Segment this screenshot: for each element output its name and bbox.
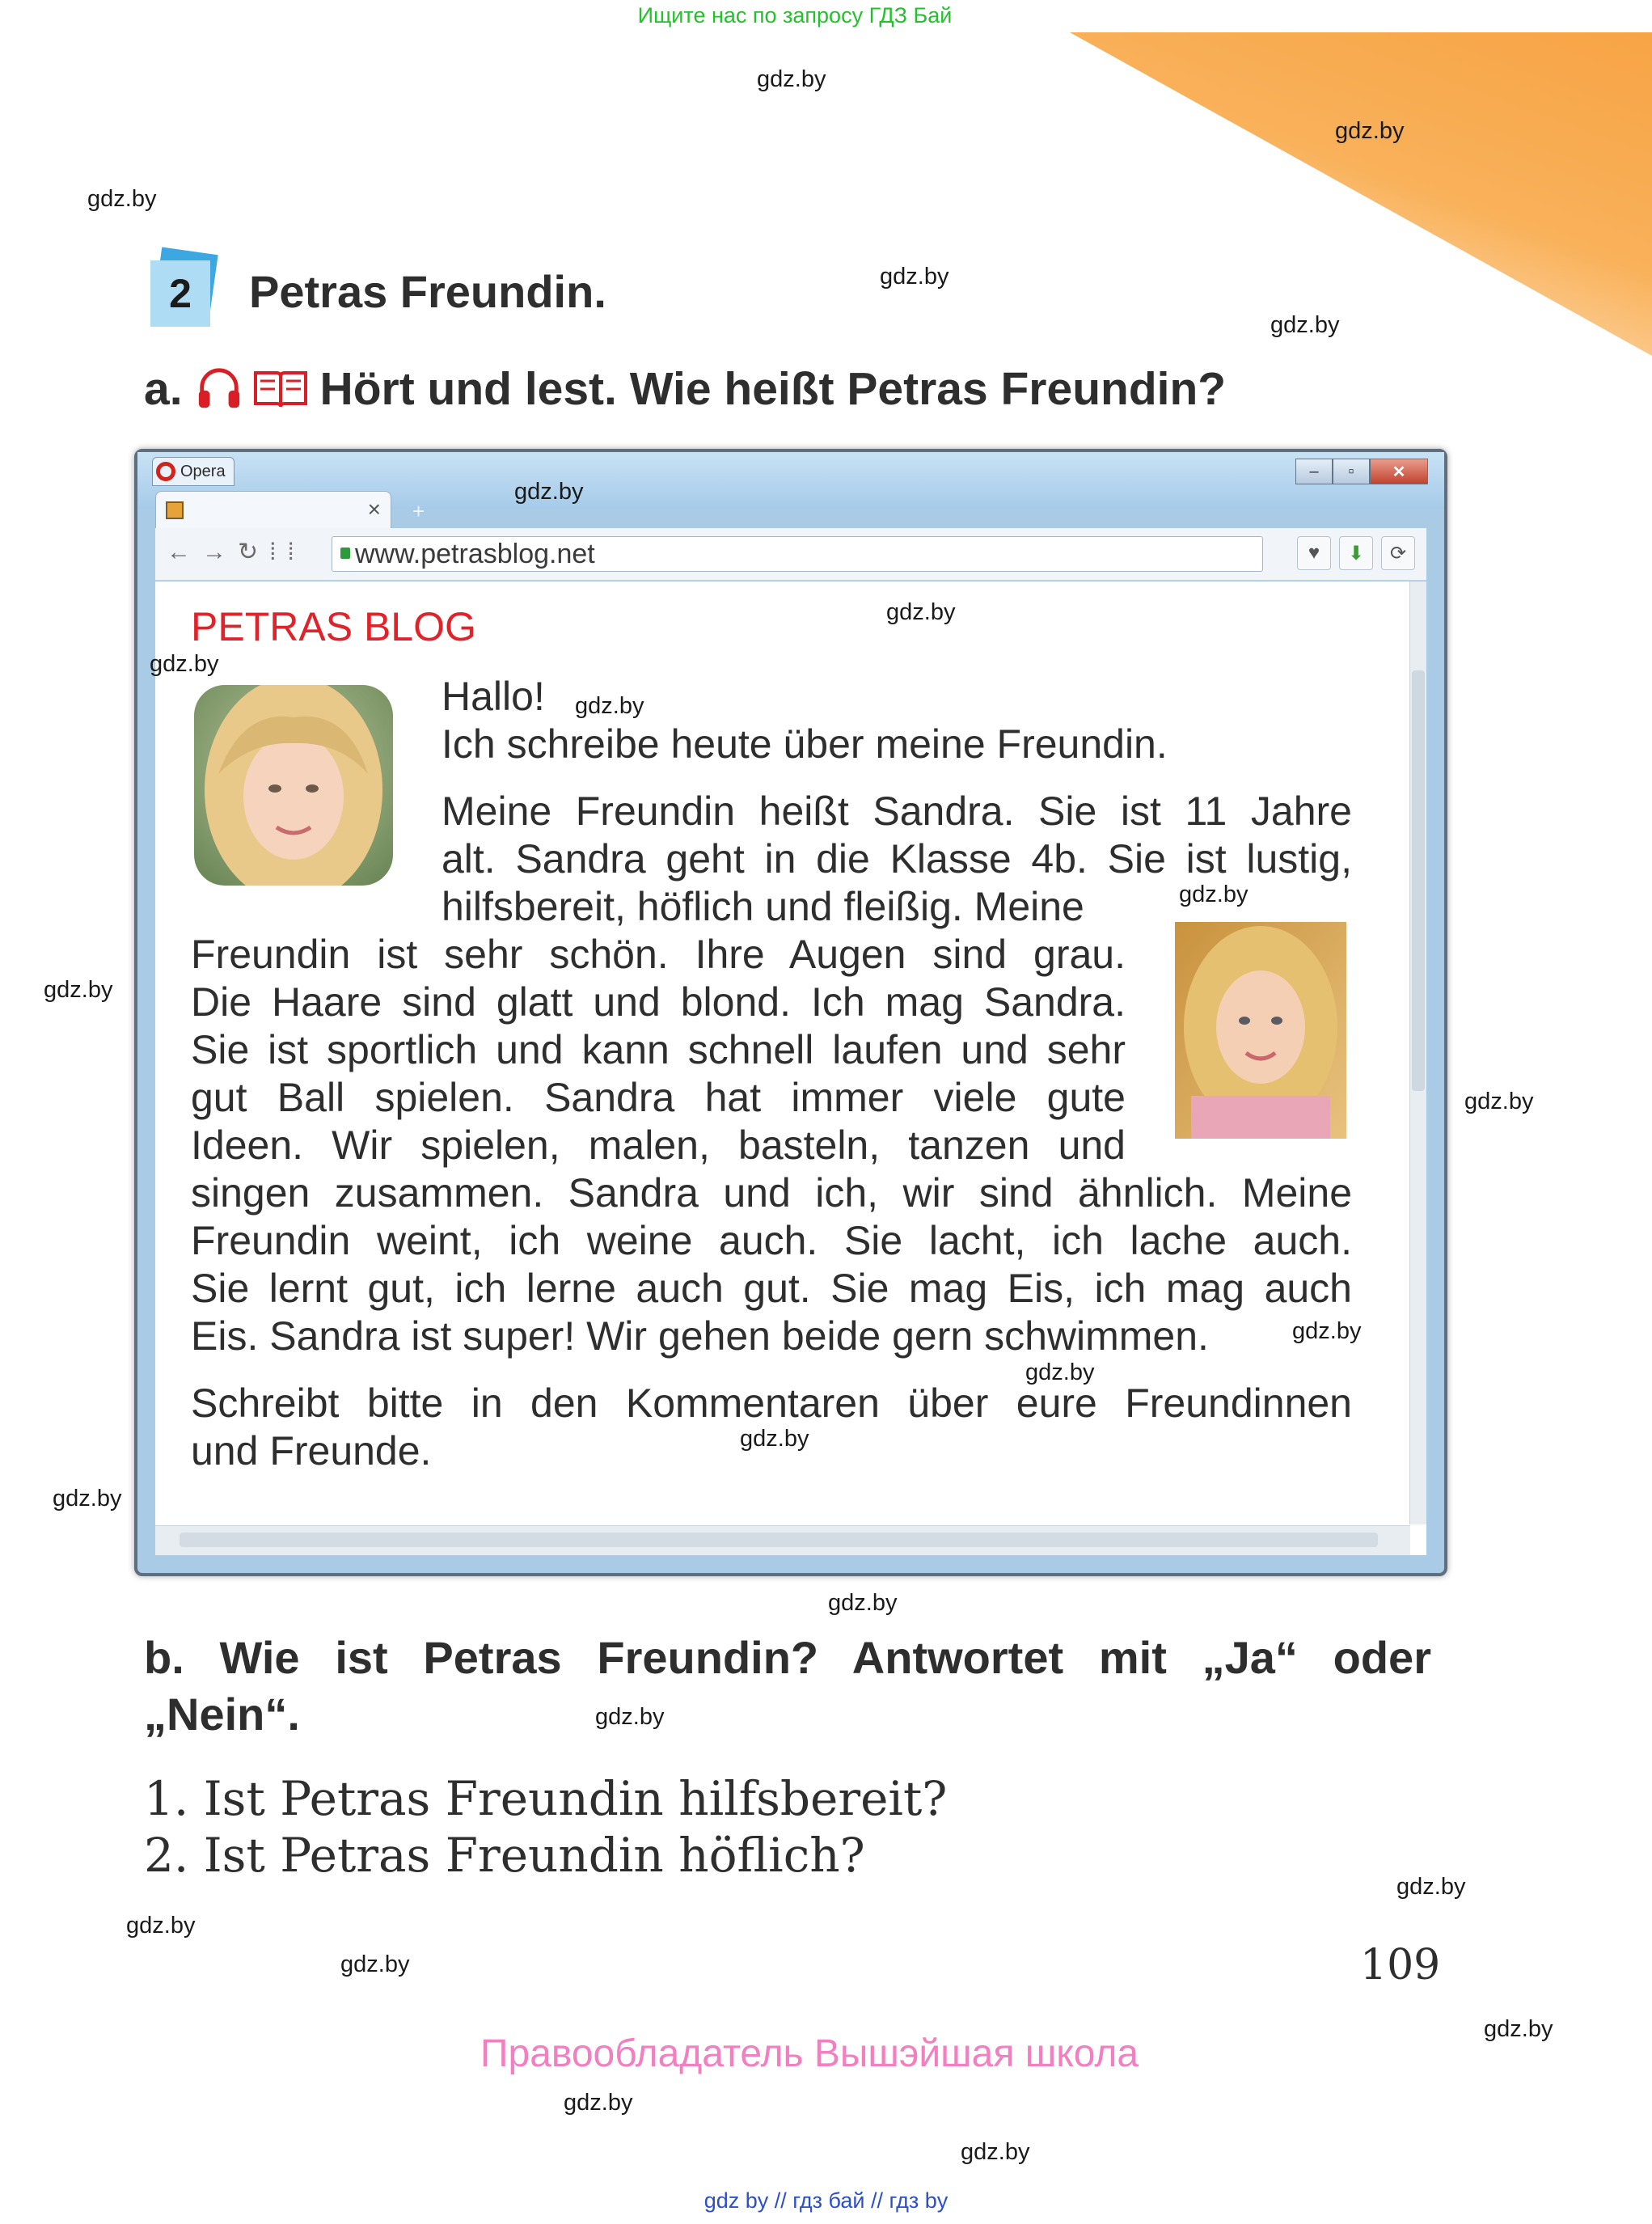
blog-line: Sie lernt gut, ich lerne auch gut. Sie mag Eis, ich mag auch <box>191 1266 1352 1311</box>
orange-corner-decoration <box>1070 32 1652 356</box>
back-icon[interactable]: ← <box>167 539 202 565</box>
blog-title: PETRAS BLOG <box>191 604 476 649</box>
watermark: gdz.by <box>150 651 219 677</box>
task-a-text: Hört und lest. Wie heißt Petras Freundin? <box>319 363 1227 415</box>
window-controls <box>1295 459 1428 484</box>
nav-buttons <box>167 538 306 566</box>
watermark: gdz.by <box>1484 2016 1553 2042</box>
question-item: 2. Ist Petras Freundin höflich? <box>144 1828 865 1883</box>
maximize-icon[interactable]: ▫ <box>1333 459 1370 484</box>
task-a <box>144 362 1226 416</box>
watermark: gdz.by <box>575 693 644 719</box>
watermark: gdz.by <box>828 1590 898 1616</box>
watermark: gdz.by <box>1335 118 1405 144</box>
watermark: gdz.by <box>757 66 826 92</box>
blog-line: Meine Freundin heißt Sandra. Sie ist 11 Jahre <box>442 789 1352 834</box>
address-bar[interactable] <box>332 536 1263 572</box>
watermark: gdz.by <box>87 186 157 212</box>
blog-line: singen zusammen. Sandra und ich, wir sind ähnlich. Meine <box>191 1170 1352 1216</box>
copyright-notice: Правообладатель Вышэйшая школа <box>480 2032 1139 2075</box>
browser-toolbar <box>155 528 1426 581</box>
watermark: gdz.by <box>1179 882 1249 907</box>
opera-logo-icon <box>156 462 175 481</box>
speed-dial-icon[interactable]: ⁞⁞ <box>269 539 306 565</box>
watermark: gdz.by <box>1464 1089 1534 1114</box>
watermark: gdz.by <box>564 2090 633 2116</box>
question-item: 1. Ist Petras Freundin hilfsbereit? <box>144 1771 948 1826</box>
horizontal-scrollbar[interactable] <box>155 1525 1410 1555</box>
blog-line: Ich schreibe heute über meine Freundin. <box>442 721 1168 767</box>
watermark: gdz.by <box>514 479 584 505</box>
exercise-number: 2 <box>150 260 210 327</box>
portrait-photo <box>194 685 393 886</box>
watermark: gdz.by <box>740 1426 809 1452</box>
blog-line: Eis. Sandra ist super! Wir gehen beide gern schwimmen. <box>191 1313 1209 1359</box>
blog-line: alt. Sandra geht in die Klasse 4b. Sie ist lustig, <box>442 836 1352 882</box>
watermark: gdz.by <box>1025 1359 1095 1385</box>
task-a-letter: a. <box>144 363 183 415</box>
blog-line: Schreibt bitte in den Kommentaren über eure Freundinnen <box>191 1380 1352 1426</box>
exercise-title: Petras Freundin. <box>249 266 606 317</box>
heart-icon[interactable]: ♥ <box>1297 536 1331 570</box>
blog-line: hilfsbereit, höflich und fleißig. Meine <box>442 884 1084 929</box>
task-b <box>144 1630 1431 1743</box>
opera-menu-button[interactable] <box>152 457 234 486</box>
watermark: gdz.by <box>886 599 956 625</box>
reload-icon[interactable]: ↻ <box>238 539 270 565</box>
blog-line: gut Ball spielen. Sandra hat immer viele gute <box>191 1075 1126 1120</box>
watermark: gdz.by <box>126 1913 196 1939</box>
blog-line: Freundin ist sehr schön. Ihre Augen sind grau. <box>191 932 1126 977</box>
watermark: gdz.by <box>1396 1874 1466 1900</box>
new-tab-icon[interactable]: + <box>412 499 425 523</box>
favicon-icon <box>166 501 184 519</box>
update-icon[interactable]: ⟳ <box>1381 536 1415 570</box>
watermark: gdz.by <box>880 264 949 290</box>
portrait-photo <box>1175 922 1346 1139</box>
watermark: gdz.by <box>595 1704 665 1730</box>
browser-tab[interactable] <box>155 491 391 529</box>
vertical-scrollbar[interactable] <box>1409 581 1426 1524</box>
app-name: Opera <box>180 462 226 480</box>
blog-line: Sie ist sportlich und kann schnell laufen und sehr <box>191 1027 1126 1072</box>
close-icon[interactable]: ✕ <box>1370 459 1428 484</box>
blog-line: Freundin weint, ich weine auch. Sie lacht, ich lache auch. <box>191 1218 1352 1263</box>
toolbar-icons <box>1289 536 1415 570</box>
exercise-number-badge <box>149 257 217 328</box>
blog-line: Die Haare sind glatt und blond. Ich mag Sandra. <box>191 979 1126 1025</box>
url-text: www.petrasblog.net <box>355 539 595 569</box>
top-banner[interactable]: Ищите нас по запросу ГДЗ Бай <box>637 3 953 27</box>
forward-icon[interactable]: → <box>202 539 238 565</box>
blog-line: Hallo! <box>442 674 545 719</box>
watermark: gdz.by <box>1292 1318 1362 1344</box>
watermark: gdz.by <box>53 1486 122 1512</box>
open-book-icon <box>252 368 309 410</box>
footer-links[interactable]: gdz by // гдз бай // гдз by <box>703 2188 949 2213</box>
task-b-line: „Nein“. <box>144 1689 300 1740</box>
tab-close-icon[interactable]: × <box>367 497 381 522</box>
minimize-icon[interactable]: – <box>1295 459 1333 484</box>
blog-line: und Freunde. <box>191 1428 432 1474</box>
download-icon[interactable]: ⬇ <box>1339 536 1373 570</box>
headphones-icon <box>196 366 243 412</box>
blog-line: Ideen. Wir spielen, malen, basteln, tanzen und <box>191 1123 1126 1168</box>
lock-icon <box>340 548 350 559</box>
watermark: gdz.by <box>1270 312 1340 338</box>
watermark: gdz.by <box>340 1951 410 1977</box>
watermark: gdz.by <box>44 977 113 1003</box>
task-b-line: b. Wie ist Petras Freundin? Antwortet mit „Ja“ oder <box>144 1632 1431 1683</box>
page-number: 109 <box>1360 1941 1441 1989</box>
watermark: gdz.by <box>961 2139 1030 2165</box>
